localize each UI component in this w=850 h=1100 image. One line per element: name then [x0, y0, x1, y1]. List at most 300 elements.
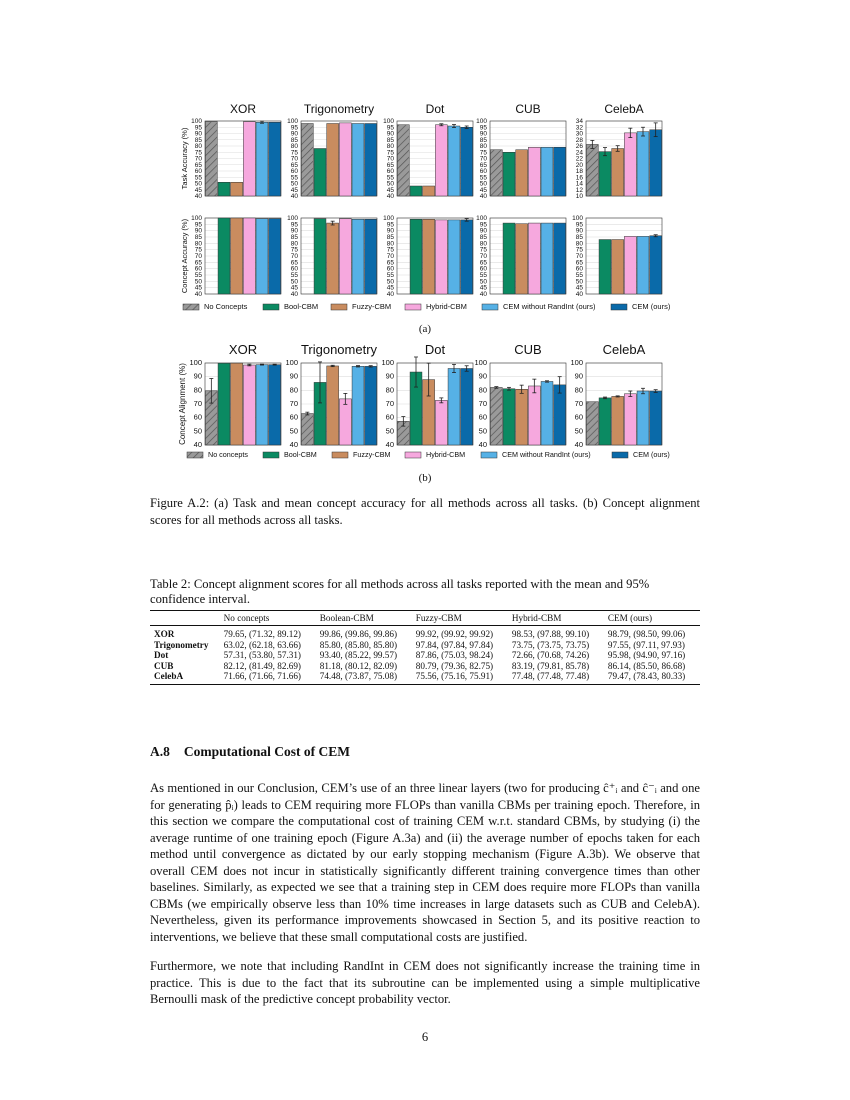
- bar: [599, 398, 611, 445]
- y-tick-label: 34: [575, 118, 583, 125]
- y-tick-label: 65: [575, 259, 583, 267]
- y-tick-label: 60: [478, 412, 487, 422]
- bar: [612, 396, 624, 445]
- table-cell: 93.40, (85.22, 99.57): [319, 650, 398, 660]
- y-tick-label: 85: [575, 234, 583, 241]
- bar: [218, 182, 230, 196]
- section-heading: [150, 744, 364, 760]
- bar: [397, 125, 409, 196]
- table-row-label: XOR: [154, 629, 175, 639]
- figure-label-a: (a): [418, 323, 432, 335]
- legend-label: No Concepts: [204, 302, 248, 311]
- bar: [327, 366, 339, 445]
- bar: [650, 391, 662, 445]
- bar: [503, 223, 515, 294]
- bar: [541, 147, 553, 196]
- legend-swatch: [611, 304, 627, 310]
- bar: [599, 152, 611, 196]
- table-row: [150, 671, 700, 684]
- bar: [554, 223, 566, 294]
- y-tick-label: 100: [191, 215, 202, 222]
- bar: [352, 124, 364, 197]
- figure-a2: [0, 0, 850, 470]
- bar: [269, 365, 281, 445]
- y-tick-label: 24: [575, 149, 583, 157]
- y-tick-label: 85: [386, 136, 394, 144]
- table-cell: 86.14, (85.50, 86.68): [607, 660, 686, 671]
- panel-title: XOR: [229, 102, 257, 116]
- bar: [243, 218, 255, 294]
- y-tick-label: 90: [385, 371, 394, 381]
- y-tick-label: 85: [290, 136, 298, 144]
- table-cell: 63.02, (62.18, 63.66): [223, 639, 301, 650]
- table-cell: 79.47, (78.43, 80.33): [604, 671, 700, 684]
- y-tick-label: 75: [479, 149, 487, 157]
- bar: [448, 126, 460, 196]
- figure-caption: Figure A.2: (a) Task and mean concept accuracy for all methods across all tasks. (b) Concept alignment scores for all methods across all tasks.: [150, 496, 700, 527]
- y-tick-label: 55: [194, 174, 202, 182]
- y-tick-label: 45: [290, 284, 298, 292]
- y-tick-label: 60: [575, 265, 583, 273]
- table-header-cell: Fuzzy-CBM: [412, 611, 508, 626]
- panel-title: Dot: [424, 342, 446, 357]
- table-cell: 82.12, (81.49, 82.69): [223, 660, 301, 671]
- y-tick-label: 100: [570, 358, 583, 367]
- bar: [327, 223, 339, 294]
- y-tick-label: 75: [386, 246, 394, 254]
- y-tick-label: 70: [479, 253, 487, 260]
- y-tick-label: 60: [290, 168, 298, 175]
- bar: [365, 366, 377, 445]
- y-tick-label: 75: [479, 246, 487, 254]
- y-tick-label: 60: [194, 265, 202, 273]
- panel-title: CUB: [515, 102, 541, 116]
- y-tick-label: 70: [193, 399, 202, 408]
- y-tick-label: 60: [289, 412, 298, 422]
- y-tick-label: 65: [194, 259, 202, 267]
- table-cell: 74.48, (73.87, 75.08): [316, 671, 412, 684]
- y-tick-label: 14: [575, 180, 583, 188]
- legend-swatch: [612, 452, 628, 458]
- bar: [448, 220, 460, 294]
- y-tick-label: 90: [290, 130, 298, 138]
- bar: [423, 219, 435, 294]
- y-tick-label: 95: [290, 221, 298, 229]
- y-tick-label: 90: [478, 371, 487, 381]
- bar: [612, 149, 624, 197]
- table-cell: 99.86, (99.86, 99.86): [319, 629, 398, 639]
- legend-label: Bool-CBM: [284, 450, 317, 459]
- table-caption: Table 2: Concept alignment scores for all methods across all tasks reported with the mean and 95% confidence interval.: [150, 577, 650, 606]
- table-row-label: Dot: [154, 650, 169, 660]
- y-tick-label: 12: [575, 186, 583, 194]
- y-tick-label: 90: [574, 371, 583, 381]
- y-tick-label: 80: [574, 385, 583, 395]
- y-tick-label: 65: [479, 259, 487, 267]
- y-tick-label: 90: [575, 227, 583, 235]
- table-header-cell: No concepts: [220, 611, 316, 626]
- y-tick-label: 55: [386, 272, 394, 279]
- y-tick-label: 100: [191, 118, 202, 125]
- y-tick-label: 85: [194, 136, 202, 144]
- table-row: [150, 650, 700, 661]
- y-tick-label: 50: [194, 278, 202, 286]
- y-tick-label: 95: [386, 124, 394, 132]
- section-title: Computational Cost of CEM: [183, 744, 351, 759]
- y-tick-label: 45: [290, 186, 298, 194]
- y-tick-label: 45: [386, 284, 394, 292]
- bar: [624, 133, 636, 196]
- legend-swatch: [187, 452, 203, 458]
- table-cell: 72.66, (70.68, 74.26): [511, 650, 590, 660]
- panel-title: XOR: [228, 342, 258, 357]
- section-number: A.8: [150, 744, 170, 759]
- y-tick-label: 70: [290, 253, 298, 260]
- y-tick-label: 50: [386, 180, 394, 188]
- y-tick-label: 100: [285, 358, 298, 367]
- y-tick-label: 10: [575, 193, 583, 200]
- bar: [256, 365, 268, 445]
- y-tick-label: 70: [479, 155, 487, 163]
- y-tick-label: 55: [575, 272, 583, 279]
- y-tick-label: 65: [479, 161, 487, 169]
- y-tick-label: 90: [386, 227, 394, 235]
- y-tick-label: 70: [385, 399, 394, 408]
- y-tick-label: 75: [194, 246, 202, 254]
- paragraph: Furthermore, we note that including RandInt in CEM does not significantly increase the training time in practice. This is due to the fact that its subroutine can be implemented using a simple multiplicative Bernoulli mask of the predictive concept probability vector.: [150, 959, 700, 1006]
- y-tick-label: 50: [386, 278, 394, 286]
- bar: [435, 125, 447, 196]
- y-tick-label: 50: [385, 426, 394, 436]
- bar: [352, 219, 364, 294]
- y-tick-label: 70: [289, 399, 298, 408]
- table-cell: 75.56, (75.16, 75.91): [412, 671, 508, 684]
- y-tick-label: 50: [289, 426, 298, 436]
- y-tick-label: 40: [479, 291, 487, 298]
- legend-label: Bool-CBM: [284, 302, 319, 311]
- y-tick-label: 16: [575, 174, 583, 182]
- y-tick-label: 55: [194, 272, 202, 279]
- y-tick-label: 85: [479, 136, 487, 144]
- bar: [301, 124, 313, 197]
- table-cell: 73.75, (73.75, 73.75): [511, 639, 590, 650]
- results-table: [150, 610, 700, 685]
- bar: [586, 144, 598, 196]
- legend-label: CEM (ours): [633, 450, 670, 459]
- y-tick-label: 55: [290, 174, 298, 182]
- page-number: 6: [421, 1030, 429, 1044]
- y-tick-label: 80: [479, 143, 487, 150]
- bar: [586, 402, 598, 445]
- y-tick-label: 28: [575, 136, 583, 144]
- y-tick-label: 90: [290, 227, 298, 235]
- y-tick-label: 45: [575, 284, 583, 292]
- legend-label: CEM without RandInt (ours): [503, 302, 596, 311]
- y-tick-label: 22: [575, 155, 583, 163]
- y-tick-label: 40: [385, 440, 394, 449]
- bar: [365, 219, 377, 294]
- y-tick-label: 40: [290, 193, 298, 200]
- bar: [327, 124, 339, 197]
- y-tick-label: 100: [189, 358, 202, 367]
- bar: [516, 389, 528, 445]
- bar: [256, 122, 268, 196]
- bar: [423, 186, 435, 196]
- bar: [231, 363, 243, 445]
- table-header-cell: [150, 611, 220, 626]
- y-tick-label: 85: [386, 234, 394, 241]
- table-cell: 98.79, (98.50, 99.06): [607, 629, 686, 639]
- bar: [256, 219, 268, 294]
- y-tick-label: 50: [290, 180, 298, 188]
- y-tick-label: 50: [479, 278, 487, 286]
- y-tick-label: 18: [575, 168, 583, 175]
- bar: [461, 220, 473, 294]
- y-tick-label: 100: [383, 118, 394, 125]
- y-tick-label: 70: [478, 399, 487, 408]
- bar: [541, 381, 553, 445]
- y-tick-label: 80: [386, 143, 394, 150]
- bar: [650, 236, 662, 294]
- bar: [339, 123, 351, 196]
- y-tick-label: 40: [479, 193, 487, 200]
- bar: [516, 150, 528, 196]
- bar: [650, 130, 662, 196]
- y-tick-label: 85: [194, 234, 202, 241]
- panel-title: Trigonometry: [303, 102, 375, 116]
- y-tick-label: 70: [386, 253, 394, 260]
- bar: [461, 368, 473, 445]
- y-tick-label: 50: [290, 278, 298, 286]
- legend-label: No concepts: [208, 450, 248, 459]
- y-tick-label: 60: [479, 265, 487, 273]
- y-tick-label: 95: [290, 124, 298, 132]
- bar: [503, 152, 515, 196]
- y-tick-label: 30: [575, 130, 583, 138]
- bar: [599, 240, 611, 294]
- table-cell: 77.48, (77.48, 77.48): [508, 671, 604, 684]
- y-tick-label: 60: [386, 168, 394, 175]
- y-tick-label: 85: [479, 234, 487, 241]
- y-tick-label: 95: [575, 221, 583, 229]
- bar: [554, 385, 566, 445]
- y-tick-label: 95: [479, 124, 487, 132]
- y-tick-label: 60: [194, 168, 202, 175]
- y-tick-label: 80: [575, 240, 583, 248]
- panel-title: Trigonometry: [300, 342, 378, 357]
- panel-title: Dot: [425, 102, 445, 116]
- y-tick-label: 55: [386, 174, 394, 182]
- y-tick-label: 80: [194, 143, 202, 150]
- y-tick-label: 55: [479, 174, 487, 182]
- y-tick-label: 45: [479, 284, 487, 292]
- y-tick-label: 32: [575, 124, 583, 132]
- y-tick-label: 90: [289, 371, 298, 381]
- y-tick-label: 100: [287, 118, 298, 125]
- y-tick-label: 70: [386, 155, 394, 163]
- y-tick-label: 65: [194, 161, 202, 169]
- y-tick-label: 40: [194, 193, 202, 200]
- bar: [516, 224, 528, 294]
- y-tick-label: 40: [193, 440, 202, 449]
- y-tick-label: 90: [194, 227, 202, 235]
- table-cell: 80.79, (79.36, 82.75): [415, 660, 494, 671]
- panel-title: CelebA: [604, 102, 644, 116]
- paragraph: As mentioned in our Conclusion, CEM’s use of an three linear layers (two for producing ĉ⁺ᵢ and ĉ⁻ᵢ and one for generating p̂ᵢ) leads to CEM requiring more FLOPs than vanilla CBMs per training epoch. Therefore, in this section we compare the computational cost of training CEM w.r.t. standard CBMs, by studying (i) the average runtime of one training epoch (Figure A.3a) and (ii) the average number of epochs taken for each method until convergence as dictated by our early stopping mechanism (Figure A.3b). We observe that overall CEM does not incur in statistically significantly different training convergence times than other baselines. Similarly, as expected we see that a training step in CEM does require more FLOPs than vanilla CBMs (we empirically observe less than 10% time increases in large datasets such as CUB and CelebA). Nevertheless, given its performance improvements showcased in Section 5, and its positive reaction to interventions, we believe that these small computational costs are justified.: [150, 781, 700, 944]
- y-tick-label: 90: [479, 227, 487, 235]
- bar: [637, 236, 649, 294]
- bar: [528, 223, 540, 294]
- y-tick-label: 60: [385, 412, 394, 422]
- figure-label-b: (b): [418, 472, 432, 484]
- y-axis-label: Concept Alignment (%): [178, 363, 187, 445]
- y-tick-label: 50: [574, 426, 583, 436]
- bar: [503, 389, 515, 445]
- bar: [231, 182, 243, 196]
- y-tick-label: 65: [290, 259, 298, 267]
- y-tick-label: 90: [193, 371, 202, 381]
- y-tick-label: 65: [290, 161, 298, 169]
- legend-label: Fuzzy-CBM: [352, 302, 392, 311]
- bar: [269, 219, 281, 294]
- legend-swatch: [481, 452, 497, 458]
- y-tick-label: 40: [289, 440, 298, 449]
- legend-label: Fuzzy-CBM: [353, 450, 391, 459]
- bar: [461, 127, 473, 196]
- y-tick-label: 45: [479, 186, 487, 194]
- y-tick-label: 50: [193, 426, 202, 436]
- bar: [528, 386, 540, 445]
- y-tick-label: 85: [290, 234, 298, 241]
- y-tick-label: 80: [479, 240, 487, 248]
- legend-swatch: [263, 304, 279, 310]
- bar: [314, 219, 326, 294]
- y-tick-label: 40: [290, 291, 298, 298]
- bar: [554, 147, 566, 196]
- bar: [231, 218, 243, 294]
- legend-swatch: [405, 452, 421, 458]
- bar: [410, 219, 422, 294]
- legend-swatch: [482, 304, 498, 310]
- bar: [205, 122, 217, 196]
- bar: [410, 186, 422, 196]
- y-tick-label: 95: [194, 221, 202, 229]
- table-header-cell: Boolean-CBM: [316, 611, 412, 626]
- table-cell: 99.92, (99.92, 99.92): [415, 629, 494, 639]
- y-tick-label: 40: [574, 440, 583, 449]
- bar: [339, 399, 351, 445]
- y-tick-label: 60: [290, 265, 298, 273]
- table-row: [150, 626, 700, 640]
- y-tick-label: 95: [479, 221, 487, 229]
- y-tick-label: 70: [290, 155, 298, 163]
- y-tick-label: 100: [476, 118, 487, 125]
- y-tick-label: 60: [193, 412, 202, 422]
- legend-swatch: [183, 304, 199, 310]
- table-header-cell: CEM (ours): [604, 611, 700, 626]
- bar: [490, 150, 502, 196]
- table-cell: 97.55, (97.11, 97.93): [607, 639, 685, 650]
- y-tick-label: 100: [476, 215, 487, 222]
- y-tick-label: 40: [478, 440, 487, 449]
- y-tick-label: 50: [478, 426, 487, 436]
- legend-swatch: [405, 304, 421, 310]
- y-tick-label: 45: [194, 284, 202, 292]
- legend-swatch: [331, 304, 347, 310]
- y-tick-label: 65: [386, 259, 394, 267]
- bar: [624, 394, 636, 445]
- y-tick-label: 50: [194, 180, 202, 188]
- table-cell: 95.98, (94.90, 97.16): [607, 650, 686, 660]
- bar: [218, 363, 230, 445]
- bar: [637, 132, 649, 196]
- legend-label: CEM without RandInt (ours): [502, 450, 591, 459]
- legend-label: Hybrid-CBM: [426, 450, 466, 459]
- bar: [314, 149, 326, 197]
- y-tick-label: 80: [385, 385, 394, 395]
- y-tick-label: 40: [386, 193, 394, 200]
- y-tick-label: 45: [386, 186, 394, 194]
- y-tick-label: 75: [290, 149, 298, 157]
- y-tick-label: 80: [290, 240, 298, 248]
- y-tick-label: 26: [575, 143, 583, 150]
- bar: [365, 124, 377, 197]
- table-row-label: CelebA: [150, 671, 220, 684]
- y-tick-label: 65: [386, 161, 394, 169]
- y-tick-label: 80: [193, 385, 202, 395]
- bar: [624, 236, 636, 294]
- bar: [435, 220, 447, 294]
- y-tick-label: 75: [386, 149, 394, 157]
- legend-swatch: [332, 452, 348, 458]
- bar: [637, 391, 649, 445]
- table-cell: 97.84, (97.84, 97.84): [415, 639, 494, 650]
- table-row: [150, 661, 700, 672]
- y-tick-label: 75: [194, 149, 202, 157]
- bar: [448, 368, 460, 445]
- legend-label: CEM (ours): [632, 302, 671, 311]
- y-tick-label: 100: [572, 215, 583, 222]
- y-tick-label: 55: [290, 272, 298, 279]
- y-tick-label: 100: [381, 358, 394, 367]
- table-row-label: CUB: [154, 660, 174, 671]
- y-tick-label: 80: [478, 385, 487, 395]
- y-tick-label: 70: [574, 399, 583, 408]
- table-header-row: [150, 611, 700, 626]
- bar: [301, 414, 313, 445]
- y-axis-label: Concept Accuracy (%): [180, 218, 189, 294]
- table-header-cell: Hybrid-CBM: [508, 611, 604, 626]
- y-tick-label: 90: [479, 130, 487, 138]
- panel-title: CelebA: [602, 342, 646, 357]
- y-tick-label: 80: [386, 240, 394, 248]
- y-tick-label: 50: [575, 278, 583, 286]
- y-tick-label: 20: [575, 161, 583, 169]
- y-tick-label: 60: [386, 265, 394, 273]
- y-tick-label: 80: [194, 240, 202, 248]
- y-tick-label: 90: [386, 130, 394, 138]
- table-cell: 57.31, (53.80, 57.31): [223, 650, 301, 660]
- table-cell: 81.18, (80.12, 82.09): [319, 660, 398, 671]
- y-tick-label: 95: [386, 221, 394, 229]
- bar: [541, 223, 553, 294]
- table-row: [150, 640, 700, 651]
- y-tick-label: 95: [194, 124, 202, 132]
- table-cell: 79.65, (71.32, 89.12): [223, 629, 301, 639]
- y-tick-label: 80: [289, 385, 298, 395]
- y-tick-label: 70: [194, 253, 202, 260]
- bar: [243, 365, 255, 445]
